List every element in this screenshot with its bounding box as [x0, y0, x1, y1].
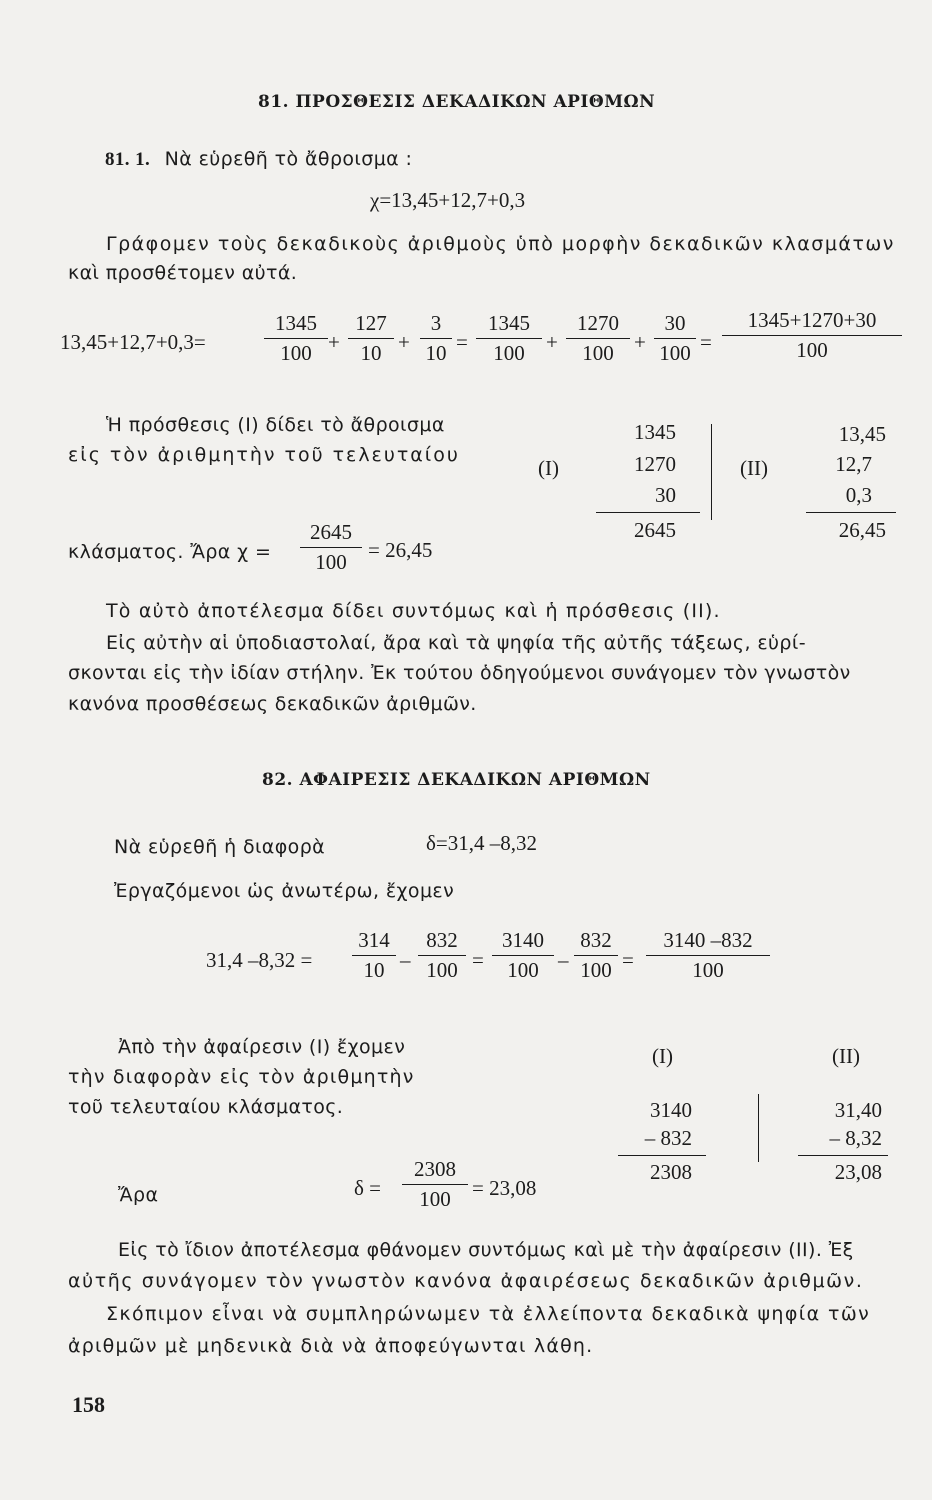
- numerator: 1270: [577, 311, 619, 335]
- minus-sign: –: [400, 948, 411, 972]
- numerator: 1345: [488, 311, 530, 335]
- difference-result: 23,08: [834, 1160, 882, 1184]
- problem-81-intro: [105, 148, 412, 171]
- fraction: [352, 928, 396, 983]
- equation-lhs: 31,4 –8,32 =: [206, 948, 313, 972]
- addend: 12,7: [835, 452, 872, 476]
- denominator: 10: [425, 341, 447, 365]
- numerator: 314: [358, 928, 390, 952]
- paragraph-line: Γράφομεν τοὺς δεκαδικοὺς ἀριθμοὺς ὑπὸ μορφὴν δεκαδικῶν κλασμάτων: [106, 233, 895, 255]
- subtrahend: – 8,32: [829, 1126, 882, 1150]
- denominator: 100: [493, 341, 525, 365]
- plus-sign: +: [398, 330, 410, 354]
- minus-sign: –: [558, 948, 569, 972]
- denominator: 100: [692, 958, 724, 982]
- result: = 23,08: [472, 1176, 537, 1200]
- section-81-heading: 81. ΠΡΟΣΘΕΣΙΣ ΔΕΚΑΔΙΚΩΝ ΑΡΙΘΜΩΝ: [258, 92, 656, 112]
- numerator: 3140: [502, 928, 544, 952]
- fraction: [300, 520, 362, 575]
- numerator: 3: [430, 311, 442, 335]
- equals-sign: =: [700, 330, 712, 354]
- numerator: 832: [580, 928, 612, 952]
- fraction: [574, 928, 618, 983]
- sum-result: 26,45: [838, 518, 886, 542]
- problem-number: 81. 1.: [105, 149, 151, 170]
- fraction: [476, 311, 542, 366]
- numerator: 30: [664, 311, 686, 335]
- addend: 30: [655, 483, 676, 507]
- paragraph-line: Εἰς τὸ ἴδιον ἀποτέλεσμα φθάνομεν συντόμως καὶ μὲ τὴν ἀφαίρεσιν (ΙΙ). Ἐξ: [118, 1239, 854, 1261]
- fraction: [348, 311, 394, 366]
- numerator: 1345: [275, 311, 317, 335]
- numerator: 2645: [310, 520, 352, 544]
- paragraph-line: ἀριθμῶν μὲ μηδενικὰ διὰ νὰ ἀποφεύγωνται λάθη.: [68, 1335, 594, 1357]
- denominator: 100: [796, 338, 828, 362]
- numerator: 1345+1270+30: [747, 308, 877, 332]
- fraction: [654, 311, 696, 366]
- paragraph-line: σκονται εἰς τὴν ἰδίαν στήλην. Ἐκ τούτου ὁδηγούμενοι συνάγομεν τὸν γνωστὸν: [68, 662, 851, 684]
- paragraph-line: Ἐργαζόμενοι ὡς ἀνωτέρω, ἔχομεν: [114, 880, 455, 902]
- denominator: 100: [280, 341, 312, 365]
- plus-sign: +: [546, 330, 558, 354]
- paragraph-line: Τὸ αὐτὸ ἀποτέλεσμα δίδει συντόμως καὶ ἡ πρόσθεσις (ΙΙ).: [106, 600, 721, 622]
- problem-text: Νὰ εὑρεθῆ τὸ ἄθροισμα :: [164, 148, 413, 170]
- fraction: [492, 928, 554, 983]
- denominator: 10: [363, 958, 385, 982]
- paragraph-line: τοῦ τελευταίου κλάσματος.: [68, 1096, 344, 1118]
- label-II: (ΙΙ): [832, 1044, 860, 1068]
- denominator: 100: [315, 550, 347, 574]
- fraction: [402, 1157, 468, 1212]
- sum-formula: χ=13,45+12,7+0,3: [370, 188, 526, 212]
- ara-label: Ἄρα: [118, 1184, 159, 1206]
- difference-formula: δ=31,4 –8,32: [426, 831, 537, 855]
- paragraph-line: Ἡ πρόσθεσις (Ι) δίδει τὸ ἄθροισμα: [106, 414, 445, 436]
- label-I: (Ι): [652, 1044, 673, 1068]
- sum-result: 2645: [634, 518, 676, 542]
- denominator: 100: [582, 341, 614, 365]
- denominator: 100: [659, 341, 691, 365]
- page-number: 158: [72, 1392, 105, 1417]
- paragraph-line: Σκόπιμον εἶναι νὰ συμπληρώνωμεν τὰ ἐλλείποντα δεκαδικὰ ψηφία τῶν: [106, 1303, 871, 1325]
- plus-sign: +: [634, 330, 646, 354]
- equals-sign: =: [472, 948, 484, 972]
- denominator: 100: [426, 958, 458, 982]
- result: = 26,45: [368, 538, 433, 562]
- denominator: 100: [419, 1187, 451, 1211]
- label-I: (Ι): [538, 456, 559, 480]
- denominator: 10: [360, 341, 382, 365]
- paragraph-line: κλάσματος. Ἄρα χ =: [68, 541, 272, 563]
- addend: 0,3: [845, 483, 872, 507]
- paragraph-line: Εἰς αὐτὴν αἱ ὑποδιαστολαί, ἄρα καὶ τὰ ψηφία τῆς αὐτῆς τάξεως, εὑρί-: [106, 632, 806, 654]
- addend: 1345: [634, 420, 676, 444]
- denominator: 100: [507, 958, 539, 982]
- plus-sign: +: [328, 330, 340, 354]
- minuend: 31,40: [834, 1098, 882, 1122]
- numerator: 832: [426, 928, 458, 952]
- paragraph-line: τὴν διαφορὰν εἰς τὸν ἀριθμητὴν: [68, 1066, 415, 1088]
- fraction: [264, 311, 328, 366]
- equation-lhs: 13,45+12,7+0,3=: [60, 330, 206, 354]
- addend: 13,45: [838, 422, 886, 446]
- fraction: [420, 311, 452, 366]
- section-82-heading: 82. ΑΦΑΙΡΕΣΙΣ ΔΕΚΑΔΙΚΩΝ ΑΡΙΘΜΩΝ: [262, 770, 651, 790]
- fraction: [418, 928, 466, 983]
- numerator: 2308: [414, 1157, 456, 1181]
- addend: 1270: [634, 452, 676, 476]
- paragraph-line: κανόνα προσθέσεως δεκαδικῶν ἀριθμῶν.: [68, 693, 477, 715]
- problem-text: Νὰ εὑρεθῆ ἡ διαφορὰ: [114, 836, 326, 858]
- fraction: [722, 308, 902, 363]
- fraction: [566, 311, 630, 366]
- numerator: 127: [355, 311, 387, 335]
- subtrahend: – 832: [644, 1126, 692, 1150]
- label-II: (ΙΙ): [740, 456, 768, 480]
- fraction: [646, 928, 770, 983]
- minuend: 3140: [650, 1098, 692, 1122]
- paragraph-line: καὶ προσθέτομεν αὐτά.: [68, 262, 298, 284]
- paragraph-line: Ἀπὸ τὴν ἀφαίρεσιν (Ι) ἔχομεν: [118, 1036, 406, 1058]
- paragraph-line: αὐτῆς συνάγομεν τὸν γνωστὸν κανόνα ἀφαιρέσεως δεκαδικῶν ἀριθμῶν.: [68, 1270, 864, 1292]
- difference-result: 2308: [650, 1160, 692, 1184]
- denominator: 100: [580, 958, 612, 982]
- paragraph-line: εἰς τὸν ἀριθμητὴν τοῦ τελευταίου: [68, 444, 460, 466]
- equals-sign: =: [622, 948, 634, 972]
- equation-lhs: δ =: [354, 1176, 381, 1200]
- numerator: 3140 –832: [663, 928, 753, 952]
- equals-sign: =: [456, 330, 468, 354]
